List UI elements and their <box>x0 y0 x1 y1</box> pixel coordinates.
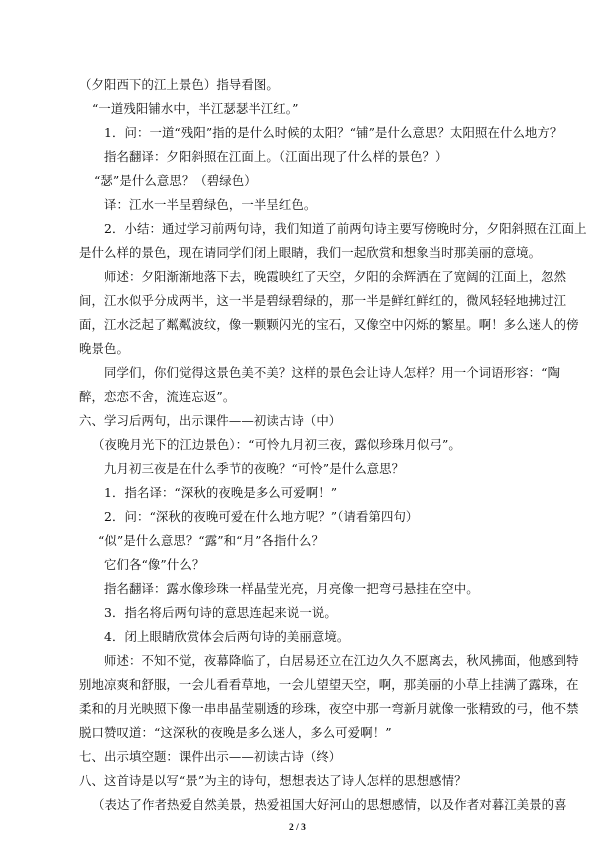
text-line: 4．闭上眼睛欣赏体会后两句诗的美丽意境。 <box>104 629 350 644</box>
text-line: 柔和的月光映照下像一串串晶莹剔透的珍珠，夜空中那一弯新月就像一张精致的弓，他不禁 <box>79 701 579 716</box>
text-line: 1．指名译：“深秋的夜晚是多么可爱啊！” <box>104 485 338 500</box>
text-line: 1．问：一道“残阳”指的是什么时候的太阳？“铺”是什么意思？太阳照在什么地方？ <box>104 125 563 140</box>
section-heading: 六、学习后两句，出示课件——初读古诗（中） <box>79 413 342 428</box>
text-line: 指名翻译：露水像珍珠一样晶莹光亮，月亮像一把弯弓悬挂在空中。 <box>104 581 479 596</box>
text-line: （夕阳西下的江上景色）指导看图。 <box>79 77 279 92</box>
text-line: 3．指名将后两句诗的意思连起来说一说。 <box>104 605 337 620</box>
section-heading: 八、这首诗是以写“景”为主的诗句，想想表达了诗人怎样的思想感情？ <box>79 773 467 788</box>
text-line: 译：江水一半呈碧绿色，一半呈红色。 <box>104 197 317 212</box>
text-line: 2．问：“深秋的夜晚可爱在什么地方呢？”（请看第四句） <box>104 509 419 524</box>
text-line: 间，江水似乎分成两半，这一半是碧绿碧绿的，那一半是鲜红鲜红的，微风轻轻地拂过江 <box>79 293 567 308</box>
text-line: 晚景色。 <box>79 341 129 356</box>
text-line: “一道残阳铺水中，半江瑟瑟半江红。” <box>92 101 299 116</box>
text-line: 脱口赞叹道：“这深秋的夜晚是多么迷人，多么可爱啊！” <box>79 725 392 740</box>
text-line: 醉，恋恋不舍，流连忘返”。 <box>79 389 236 404</box>
section-heading: 七、出示填空题：课件出示——初读古诗（终） <box>79 749 342 764</box>
text-line: （表达了作者热爱自然美景，热爱祖国大好河山的思想感情，以及作者对暮江美景的喜 <box>92 797 567 812</box>
text-line: 2．小结：通过学习前两句诗，我们知道了前两句诗主要写傍晚时分，夕阳斜照在江面上 <box>104 221 587 236</box>
text-line: 面，江水泛起了粼粼波纹，像一颗颗闪光的宝石，又像空中闪烁的繁星。啊！多么迷人的傍 <box>79 317 579 332</box>
page-number: 2 / 3 <box>289 823 306 833</box>
text-line: 是什么样的景色，现在请同学们闭上眼睛，我们一起欣赏和想象当时那美丽的意境。 <box>79 245 542 260</box>
text-line: 同学们，你们觉得这景色美不美？这样的景色会让诗人怎样？用一个词语形容：“陶 <box>104 365 561 380</box>
text-line: “瑟”是什么意思？（碧绿色） <box>94 173 257 188</box>
text-line: 九月初三夜是在什么季节的夜晚？“可怜”是什么意思？ <box>104 461 405 476</box>
text-line: 它们各“像”什么？ <box>104 557 205 572</box>
text-line: “似”是什么意思？“露”和“月”各指什么？ <box>98 533 324 548</box>
text-line: 师述：不知不觉，夜幕降临了，白居易还立在江边久久不愿离去，秋风拂面，他感到特 <box>104 653 579 668</box>
text-line: （夜晚月光下的江边景色）：“可怜九月初三夜，露似珍珠月似弓”。 <box>92 437 461 452</box>
text-line: 别地凉爽和舒服，一会儿看看草地，一会儿望望天空，啊，那美丽的小草上挂满了露珠，在 <box>79 677 579 692</box>
text-line: 指名翻译：夕阳斜照在江面上。（江面出现了什么样的景色？） <box>104 149 448 164</box>
text-line: 师述：夕阳渐渐地落下去，晚霞映红了天空，夕阳的余辉洒在了宽阔的江面上，忽然 <box>104 269 567 284</box>
